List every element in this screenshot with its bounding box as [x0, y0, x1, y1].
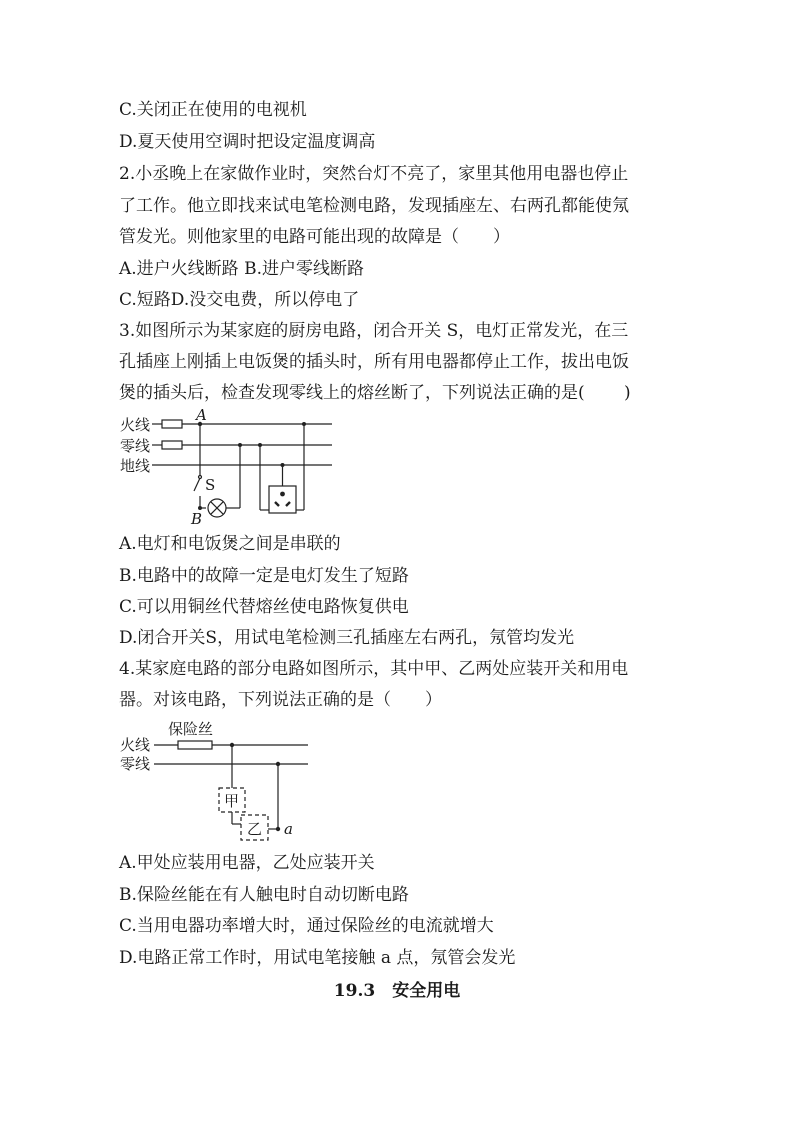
fig1-neutral-label: 零线: [120, 437, 151, 455]
fig2-live-label: 火线: [120, 736, 151, 754]
fig1-node-socket-ground: [281, 463, 285, 467]
option-d-q1: D.夏天使用空调时把设定温度调高: [119, 132, 376, 152]
question-3-line-2: 孔插座上刚插上电饭煲的插头时，所有用电器都停止工作，拔出电饭: [119, 352, 629, 372]
question-3-option-b: B.电路中的故障一定是电灯发生了短路: [119, 566, 409, 586]
fig1-node-socket-neutral: [258, 443, 262, 447]
question-4-option-b: B.保险丝能在有人触电时自动切断电路: [119, 885, 409, 905]
question-3-option-c: C.可以用铜丝代替熔丝使电路恢复供电: [119, 597, 409, 617]
question-2-line-2: 了工作。他立即找来试电笔检测电路，发现插座左、右两孔都能使氖: [119, 196, 629, 216]
section-heading: 19.3 安全用电: [333, 981, 461, 1001]
fig2-fuse-label: 保险丝: [168, 720, 214, 738]
question-2-line-1: 2.小丞晚上在家做作业时，突然台灯不亮了，家里其他用电器也停止: [119, 164, 629, 184]
fig1-point-a-label: A: [196, 406, 207, 424]
fig1-live-fuse: [162, 420, 182, 428]
fig1-switch-label: S: [205, 476, 216, 494]
fig1-ground-label: 地线: [120, 457, 151, 475]
fig1-node-socket-live: [302, 422, 306, 426]
household-circuit-diagram: [118, 716, 318, 848]
question-3-option-a: A.电灯和电饭煲之间是串联的: [119, 534, 341, 554]
question-3-line-1: 3.如图所示为某家庭的厨房电路，闭合开关 S，电灯正常发光，在三: [119, 321, 629, 341]
question-2-line-3: 管发光。则他家里的电路可能出现的故障是（ ）: [119, 227, 510, 247]
fig2-point-a-label: a: [284, 820, 293, 838]
question-4-option-d: D.电路正常工作时，用试电笔接触 a 点，氖管会发光: [119, 948, 516, 968]
fig1-point-b-label: B: [191, 510, 203, 528]
fig2-fuse: [178, 741, 212, 749]
question-4-option-c: C.当用电器功率增大时，通过保险丝的电流就增大: [119, 916, 494, 936]
fig1-neutral-fuse: [162, 441, 182, 449]
question-3-option-d: D.闭合开关S，用试电笔检测三孔插座左右两孔，氖管均发光: [119, 628, 575, 648]
question-2-options-cd: C.短路D.没交电费，所以停电了: [119, 290, 360, 310]
kitchen-circuit-diagram: [118, 408, 338, 526]
fig1-socket-hole-right: [286, 502, 290, 506]
fig1-socket-hole-left: [275, 502, 279, 506]
option-c-q1: C.关闭正在使用的电视机: [119, 100, 307, 120]
question-3-line-3: 煲的插头后，检查发现零线上的熔丝断了，下列说法正确的是( ): [119, 383, 631, 403]
question-4-line-1: 4.某家庭电路的部分电路如图所示，其中甲、乙两处应装开关和用电: [119, 659, 629, 679]
fig1-node-lamp-neutral: [238, 443, 242, 447]
question-4-option-a: A.甲处应装用电器，乙处应装开关: [119, 853, 375, 873]
fig2-node-a: [276, 827, 280, 831]
fig2-box-jia-label: 甲: [224, 792, 240, 810]
question-2-options-ab: A.进户火线断路 B.进户零线断路: [119, 259, 364, 279]
fig1-three-hole-socket-icon: [269, 486, 296, 513]
fig2-box-yi-label: 乙: [247, 820, 263, 838]
fig2-neutral-label: 零线: [120, 755, 151, 773]
fig1-live-label: 火线: [120, 416, 151, 434]
fig1-switch-pivot: [199, 476, 202, 479]
fig1-switch-blade: [194, 478, 200, 491]
question-4-line-2: 器。对该电路，下列说法正确的是（ ）: [119, 690, 442, 710]
fig1-socket-hole-top: [280, 492, 285, 497]
